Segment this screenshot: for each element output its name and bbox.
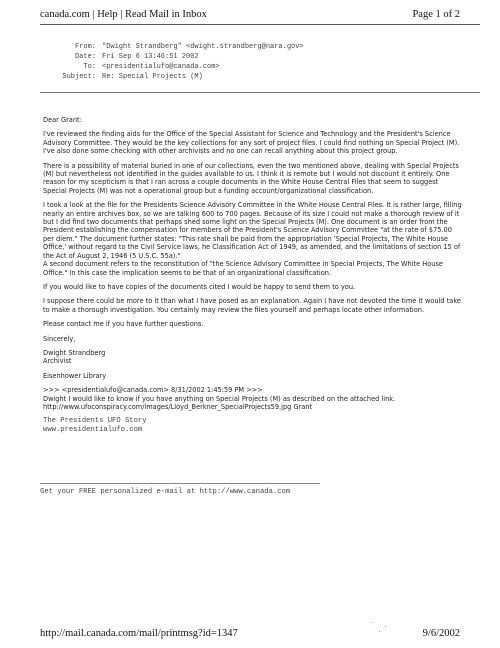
meta-subject-value: Re: Special Projects (M) — [102, 73, 203, 81]
quote-header: >>> <presidentialufo@canada.com> 8/31/2002 1:45:59 PM >>> — [43, 386, 263, 395]
meta-subject-label: Subject: — [62, 73, 96, 81]
paragraph-6: Please contact me if you have further questions. — [43, 320, 204, 329]
greeting: Dear Grant: — [43, 116, 82, 124]
meta-to-value: <presidentialufo@canada.com> — [102, 63, 220, 71]
signature-org: Eisenhower Library — [43, 371, 107, 380]
paragraph-3b: A second document refers to the reconstitution of "the Science Advisory Committee in Special Projects, The White House Office." In this case the implication seems to be that of an organizational classification. — [43, 260, 443, 277]
meta-date-label: Date: — [74, 53, 96, 61]
meta-to-label: To: — [83, 63, 96, 71]
meta-divider — [40, 92, 480, 93]
ad-divider — [40, 483, 320, 484]
paragraph-4: If you would like to have copies of the documents cited I would be happy to send them to you. — [43, 282, 356, 291]
signature-title: Archivist — [43, 357, 72, 366]
meta-to-row — [56, 62, 304, 72]
tagline-title: The Presidents UFO Story — [43, 417, 147, 426]
quote-line-1: Dwight I would like to know if you have anything on Special Projects (M) as described on the attached link. — [43, 394, 396, 403]
paragraph-1: I've reviewed the finding aids for the Office of the Special Assistant for Science and Technology and the President's Science Advisory Committee. They would be the key collections for any sort of project files. I could find nothing on Special Project (M). I've also done some checking with other archivists and no one can recall anything about this project group. — [43, 130, 460, 156]
meta-from-value: "Dwight Strandberg" <dwight.strandberg@nara.gov> — [102, 43, 304, 51]
signature-name: Dwight Strandberg — [43, 348, 106, 357]
paragraph-5: I suppose there could be more to it than what I have posed as an explanation. Again I have not devoted the time it would take to make a thorough investigation. You certainly may review the files yourself and perhaps locate other information. — [43, 297, 461, 314]
scan-speck — [379, 631, 380, 632]
closing: Sincerely, — [43, 334, 76, 343]
meta-from-label: From: — [74, 43, 96, 51]
quoted-message — [43, 386, 463, 411]
meta-date-row — [56, 52, 304, 62]
meta-date-value: Fri Sep 6 13:46:51 2002 — [102, 53, 199, 61]
paragraph-3: I took a look at the file for the Presidents Science Advisory Committee in the White House Central Files. It is rather large, filling nearly an entire archives box, so we are talking 600 to 700 pages. Because of its size I could not make a thorough review of it but I did find two documents that perhaps shed some light on the Special Projects (M). One document is an order from the President establishing the compensation for members of the President's Science Advisory Committee "at the rate of $75.00 per diem." The document further states: "This rate shall be paid from the appropriation 'Special Projects, The White House Office,' without regard to the Civil Service laws, he Classification Act of 1949, as amended, and the limitations of section 15 of the Act of August 2, 1946 (5 U.S.C. 55a)." — [43, 201, 462, 260]
email-body — [43, 116, 463, 435]
tagline — [43, 417, 463, 435]
page-header-nav: canada.com | Help | Read Mail in Inbox — [40, 9, 207, 20]
footer-url: http://mail.canada.com/mail/printmsg?id=1347 — [40, 628, 238, 639]
meta-from-row — [56, 42, 304, 52]
signature-block — [43, 349, 463, 380]
page-number: Page 1 of 2 — [412, 9, 460, 20]
scan-speck — [385, 626, 386, 627]
quote-line-2[interactable]: http://www.ufoconspiracy.com/images/Lloyd_Berkner_SpecialProjects59.jpg Grant — [43, 402, 313, 411]
email-meta — [56, 42, 304, 82]
meta-subject-row — [56, 72, 304, 82]
tagline-url[interactable]: www.presidentialufo.com — [43, 426, 143, 435]
footer-date: 9/6/2002 — [422, 628, 460, 639]
paragraph-2: There is a possibility of material buried in one of our collections, even the two mentioned above, dealing with Special Projects (M) but nevertheless not identified in the guides available to us. I think it is remote but I would not discount it entirely. One reason for my scepticism is that I ran across a couple documents in the White House Central Files that seem to suggest Special Projects (M) was not a operational group but a funding account/organizational classification. — [43, 161, 459, 195]
scan-speck — [372, 622, 373, 623]
ad-line[interactable]: Get your FREE personalized e-mail at http://www.canada.com — [40, 488, 291, 496]
header-divider — [40, 24, 480, 25]
